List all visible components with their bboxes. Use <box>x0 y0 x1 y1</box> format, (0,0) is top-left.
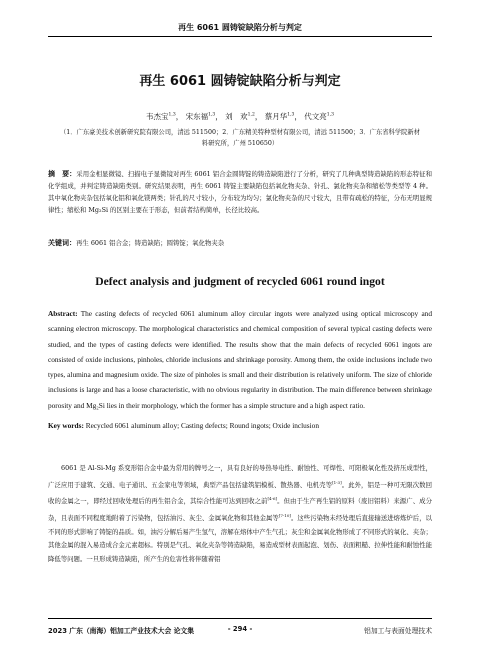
chinese-title: 再生 6061 圆铸锭缺陷分析与判定 <box>139 74 341 89</box>
abstract-text-cn: 采用金相显微镜、扫描电子显微镜对再生 6061 铝合金圆铸锭的铸造缺陷进行了分析，研究了几种典型铸造缺陷的形态特征和化学组成，并判定铸造缺陷类别。研究结果表明，再生 6061 铸锭主要缺陷包括氧化物夹杂、针孔、氯化物夹杂和缩松等类型等 4 种。其中氧化物夹杂包括氧化铝和氧化镁两类；针孔的尺寸较小，分布较为均匀；氯化物夹杂的尺寸较大，且带有疏松的特征，分布无明显规律性；缩松和 Mg₂Si 的区别主要在于形态，但前者结构简单，长径比较高。 <box>48 170 433 214</box>
chinese-keywords <box>48 238 432 248</box>
body-text <box>48 462 432 567</box>
affiliations: （1．广东豪美技术创新研究院有限公司，清远 511500；2．广东精美特种型材有限公司，清远 511500；3．广东省科学院新材料研究所，广州 510650） <box>59 129 421 147</box>
author-name: 蔡月华 <box>264 112 288 121</box>
footer-section: 铝加工与表面处理技术 <box>364 627 432 635</box>
keywords-label-en: Key words: <box>48 421 84 430</box>
english-abstract <box>48 306 432 413</box>
author-name: 韦杰宝 <box>146 112 169 121</box>
chinese-abstract <box>48 168 432 216</box>
keywords-label-cn: 关键词： <box>48 239 76 247</box>
abstract-text-en: The casting defects of recycled 6061 aluminum alloy circular ingots were analyzed using optical microscopy and scanning electron microscopy. The morphological characteristics and chemical composition of several typical casting defects were studied, and the types of casting defects were identified. The results show that the main defects of recycled 6061 ingots are consisted of oxide inclusions, pinholes, chloride inclusions and shrinkage porosity. Among them, the oxide inclusions include two types, alumina and magnesium oxide. The size of pinholes is small and their distribution is relatively uniform. The size of chloride inclusions is large and has a loose characteristic, with no obvious regularity in distribution. The main difference between shrinkage porosity and Mg₂Si lies in their morphology, which the former has a simple structure and a high aspect ratio. <box>48 309 432 410</box>
header-rule <box>48 36 432 37</box>
author-affil-mark: 1,3 <box>208 112 216 118</box>
footer-proceedings: 2023 广东（南海）铝加工产业技术大会 论文集 <box>48 627 194 635</box>
citation-ref[interactable]: [4-6] <box>267 496 278 502</box>
english-keywords <box>48 421 432 430</box>
keywords-text-cn: 再生 6061 铝合金；铸造缺陷；圆铸锭；氧化物夹杂 <box>76 239 225 247</box>
page-footer <box>48 625 432 637</box>
abstract-label-en: Abstract: <box>48 309 78 318</box>
body-text-segment: 。此外，铝是一种可无限次数回收的金属之一，即经过回收处理后的再生铝合金，其综合性能可达到回收之前 <box>48 480 433 506</box>
author-affil-mark: 1,2 <box>247 112 255 118</box>
body-paragraph <box>48 462 432 567</box>
keywords-text-en: Recycled 6061 aluminum alloy; Casting defects; Round ingots; Oxide inclusion <box>85 421 319 430</box>
author-name: 代文亮 <box>304 112 327 121</box>
author-affil-mark: 1,3 <box>287 112 295 118</box>
body-text-segment: 。这些污染物未经处理后直接输送进熔炼炉后，以不同的形式影响了铸锭的品质。如，油污分解后易产生氢气，溶解在熔体中产生气孔；灰尘和金属氧化物形成了不同形式的氧化、夹杂；其他金属的混入易造成合金元素超标。特别是气孔、氧化夹杂等铸造缺陷，易造成型材表面起泡、划伤、表面粗糙、拉伸性能和耐蚀性能降低等问题。一旦形成铸造缺陷，所产生的危害性将伴随着铝 <box>48 514 432 563</box>
page-number: - 294 - <box>227 625 253 633</box>
english-title: Defect analysis and judgment of recycled 6061 round ingot <box>95 275 385 288</box>
author-name: 宋东福 <box>185 112 209 121</box>
citation-ref[interactable]: [1-3] <box>332 479 342 485</box>
author-affil-mark: 1,3 <box>326 112 334 118</box>
body-text-segment: 6061 是 Al-Si-Mg 系变形铝合金中最为常用的牌号之一，具有良好的导热导电性、耐蚀性、可焊性、可阳极氧化性及挤压成型性，广泛应用于建筑、交通、电子通讯、五金家电等领域，典型产品包括建筑铝模板、散热器、电机壳等 <box>48 464 432 489</box>
author-list: 韦杰宝$^{1,3}$， 宋东福$^{1,3}$， 刘 欢$^{1,2}$， 蔡月华$^{1,3}$， 代文亮$^{1,3}$ <box>146 112 334 121</box>
abstract-label-cn: 摘 要： <box>48 170 77 178</box>
author-name: 刘 欢 <box>225 112 248 121</box>
running-header: 再生 6061 圆铸锭缺陷分析与判定 <box>178 23 302 32</box>
citation-ref[interactable]: [7-10] <box>278 513 291 519</box>
body-text-segment: 。但由于生产再生铝的原料（废旧铝料）来源广、成分杂，且表面不同程度地附着了污染物，包括油污、灰尘、金属氧化物和其他金属等 <box>48 497 433 523</box>
author-affil-mark: 1,3 <box>168 112 176 118</box>
footer-rule <box>48 618 432 619</box>
